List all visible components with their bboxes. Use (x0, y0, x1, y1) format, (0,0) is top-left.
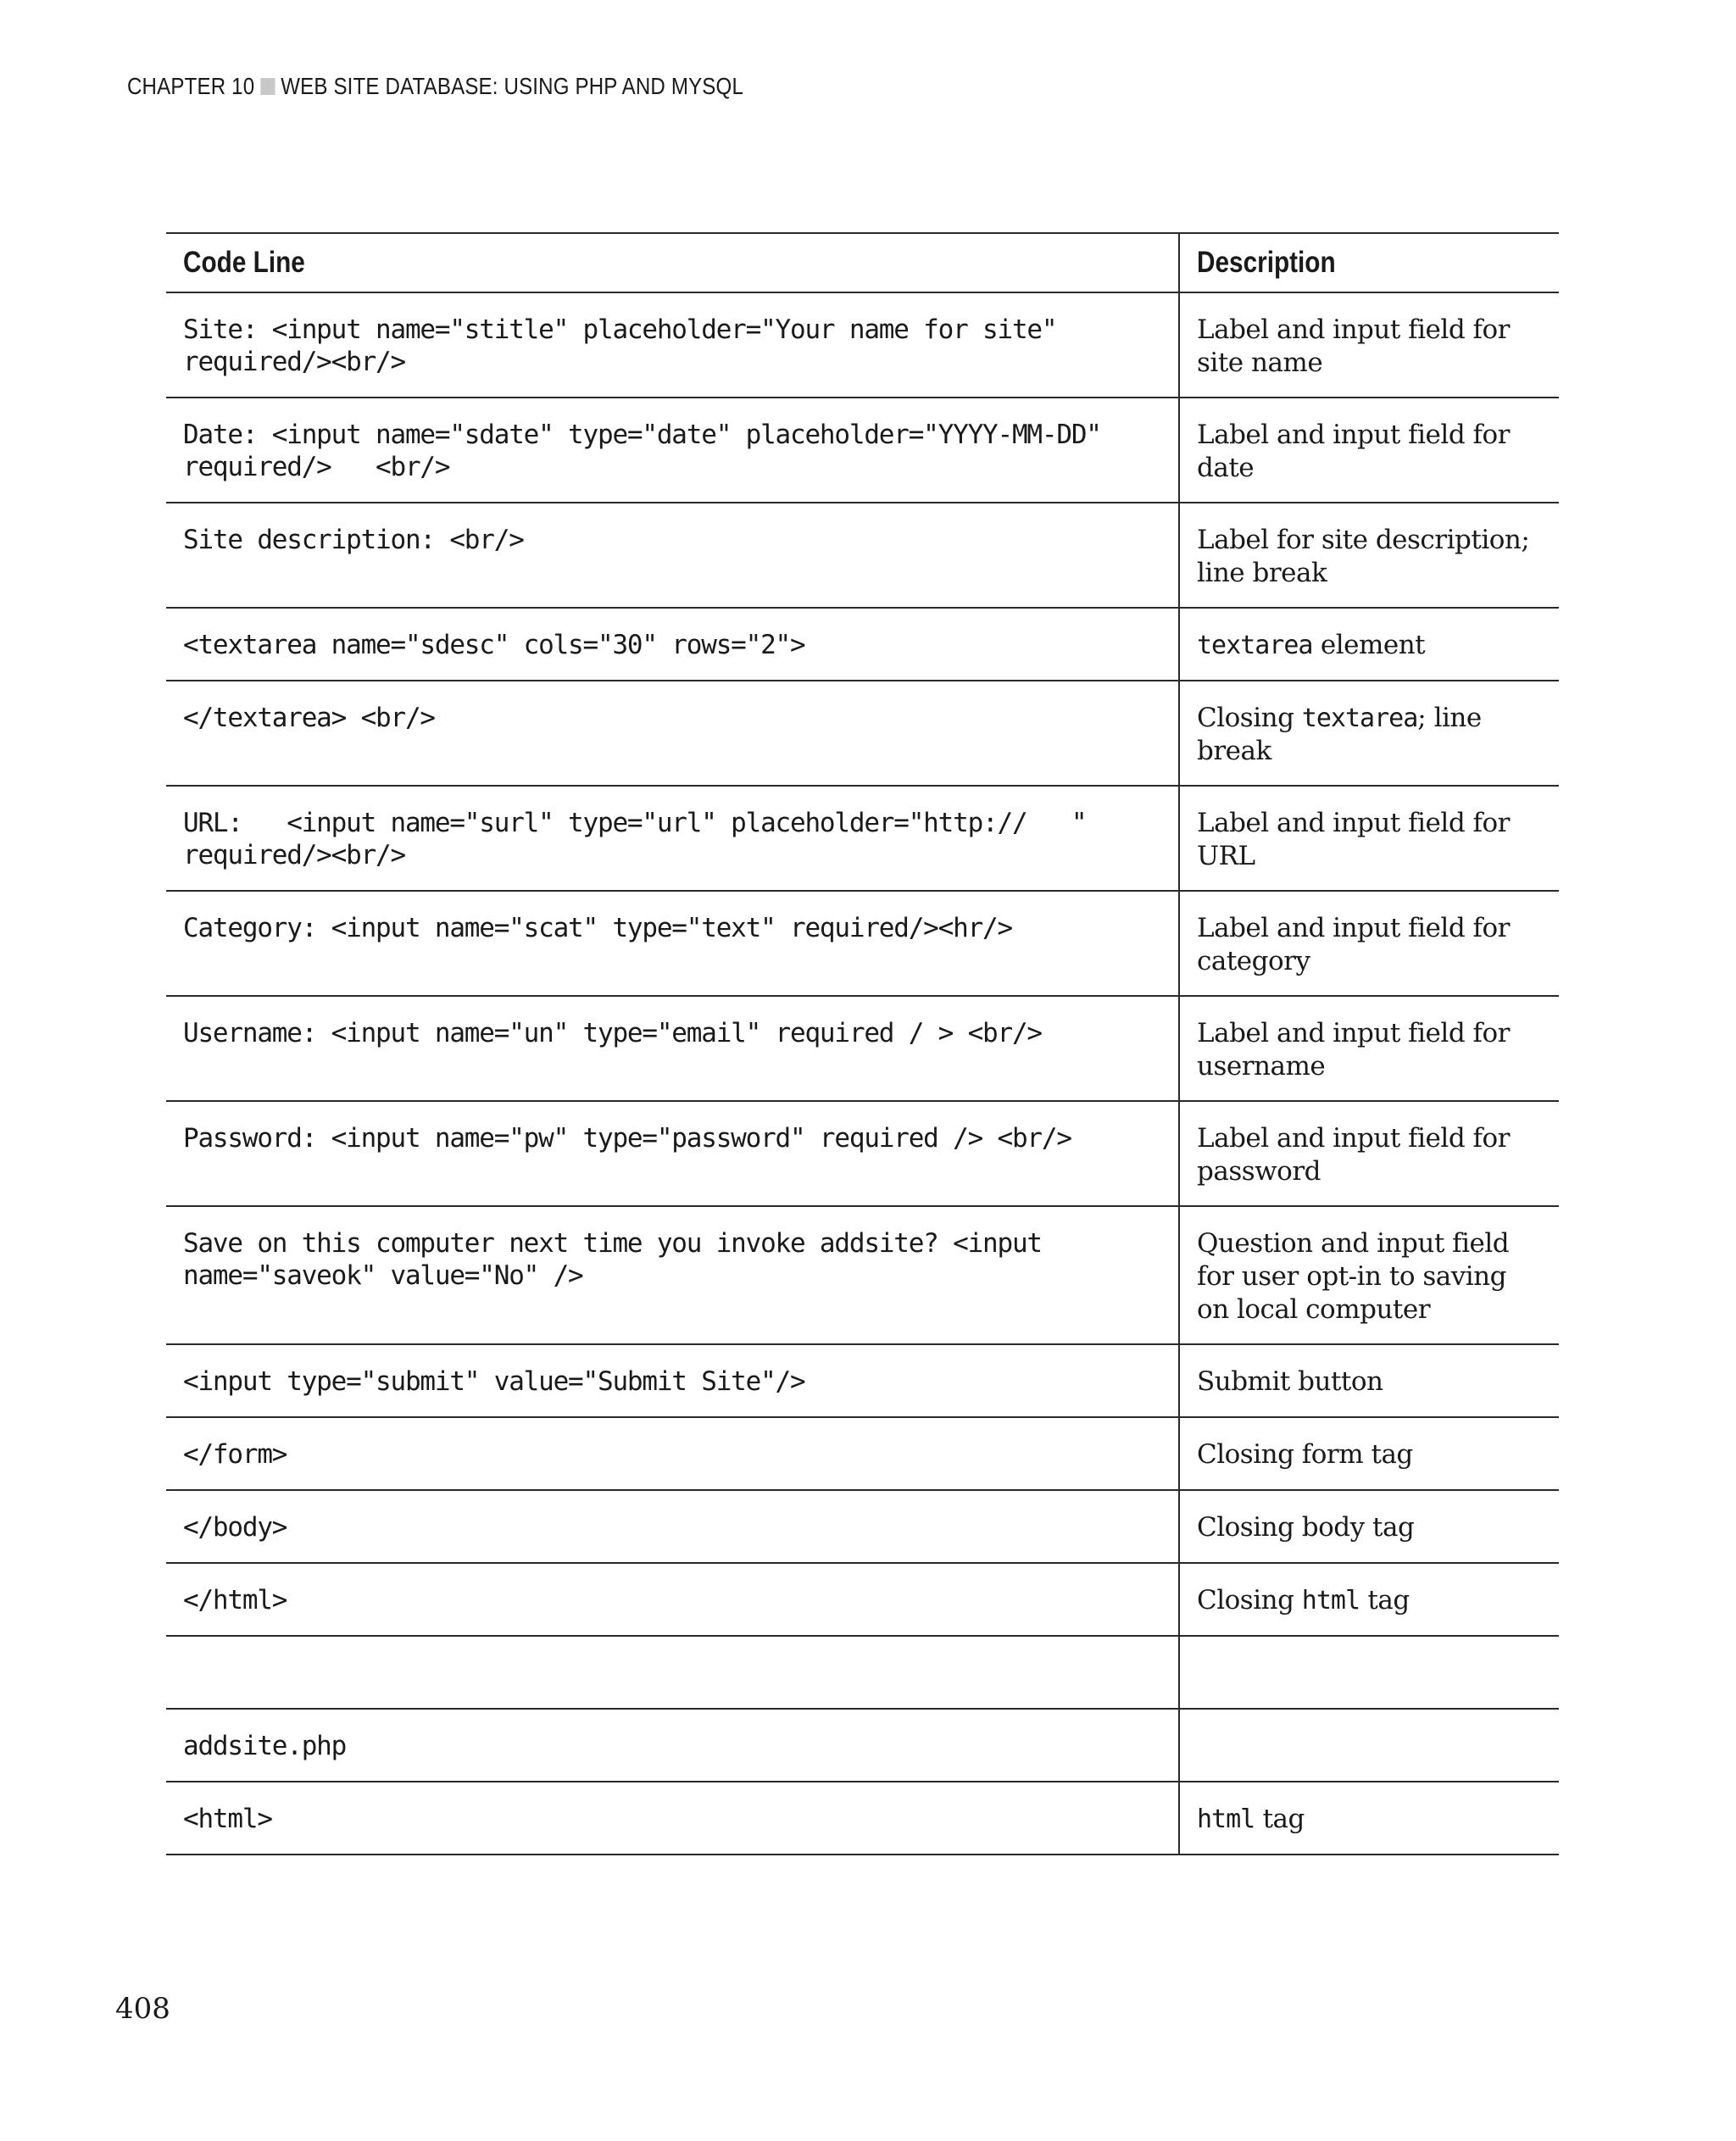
description: Submit button (1197, 1366, 1383, 1397)
code-description-table (166, 232, 1559, 1855)
code-line: <html> (183, 1804, 272, 1834)
chapter-title: WEB SITE DATABASE: USING PHP AND MYSQL (281, 73, 744, 99)
table-row (166, 1206, 1559, 1344)
code-line: <textarea name="sdesc" cols="30" rows="2"> (183, 630, 805, 660)
description: Question and input field for user opt-in to saving on local computer (1197, 1228, 1510, 1325)
code-line: </html> (183, 1585, 287, 1615)
code-line: Date: <input name="sdate" type="date" placeholder="YYYY-MM-DD" required/> <br/> (183, 420, 1101, 482)
description: Label for site description; line break (1197, 525, 1530, 588)
table-row (166, 891, 1559, 996)
table-row (166, 786, 1559, 891)
code-line: Password: <input name="pw" type="password" required /> <br/> (183, 1123, 1071, 1154)
description: Closing textarea; line break (1197, 703, 1482, 766)
description: Closing form tag (1197, 1439, 1413, 1470)
description: Label and input field for username (1197, 1018, 1510, 1082)
table-row (166, 1709, 1559, 1782)
table-row (166, 1782, 1559, 1855)
table-row (166, 503, 1559, 608)
code-line: Site: <input name="stitle" placeholder="Your name for site" required/><br/> (183, 314, 1057, 377)
description: textarea element (1197, 630, 1426, 660)
code-line: addsite.php (183, 1731, 347, 1761)
description: Label and input field for password (1197, 1123, 1510, 1187)
description: Label and input field for URL (1197, 808, 1510, 871)
table-row (166, 996, 1559, 1101)
description: Label and input field for category (1197, 913, 1510, 976)
table-row (166, 608, 1559, 681)
description: html tag (1197, 1804, 1305, 1834)
chapter-label: CHAPTER 10 (127, 73, 255, 99)
separator-square-icon (260, 78, 275, 95)
code-line: </body> (183, 1512, 287, 1543)
page-number: 408 (115, 1992, 170, 2026)
code-line: Category: <input name="scat" type="text" required/><hr/> (183, 913, 1012, 943)
table-row (166, 1417, 1559, 1490)
code-line: Site description: <br/> (183, 525, 524, 555)
description: Label and input field for site name (1197, 314, 1510, 378)
table-row (166, 1563, 1559, 1636)
description: Closing body tag (1197, 1512, 1415, 1543)
column-header-code-line: Code Line (166, 233, 1179, 292)
running-head (127, 73, 743, 100)
code-line: Save on this computer next time you invoke addsite? <input name="saveok" value="No" /> (183, 1228, 1042, 1291)
code-line: URL: <input name="surl" type="url" placeholder="http:// " required/><br/> (183, 808, 1087, 870)
table-row-empty (166, 1636, 1559, 1709)
description: Label and input field for date (1197, 420, 1510, 483)
table-row (166, 1490, 1559, 1563)
code-line: <input type="submit" value="Submit Site"/> (183, 1366, 805, 1397)
table-header-row (166, 233, 1559, 292)
code-line: </textarea> <br/> (183, 703, 435, 733)
column-header-description: Description (1197, 246, 1336, 279)
table-row (166, 398, 1559, 503)
code-line: </form> (183, 1439, 287, 1470)
table-row (166, 292, 1559, 398)
table-row (166, 681, 1559, 786)
code-line: Username: <input name="un" type="email" required / > <br/> (183, 1018, 1042, 1048)
description: Closing html tag (1197, 1585, 1410, 1615)
table-row (166, 1101, 1559, 1206)
table-row (166, 1344, 1559, 1417)
